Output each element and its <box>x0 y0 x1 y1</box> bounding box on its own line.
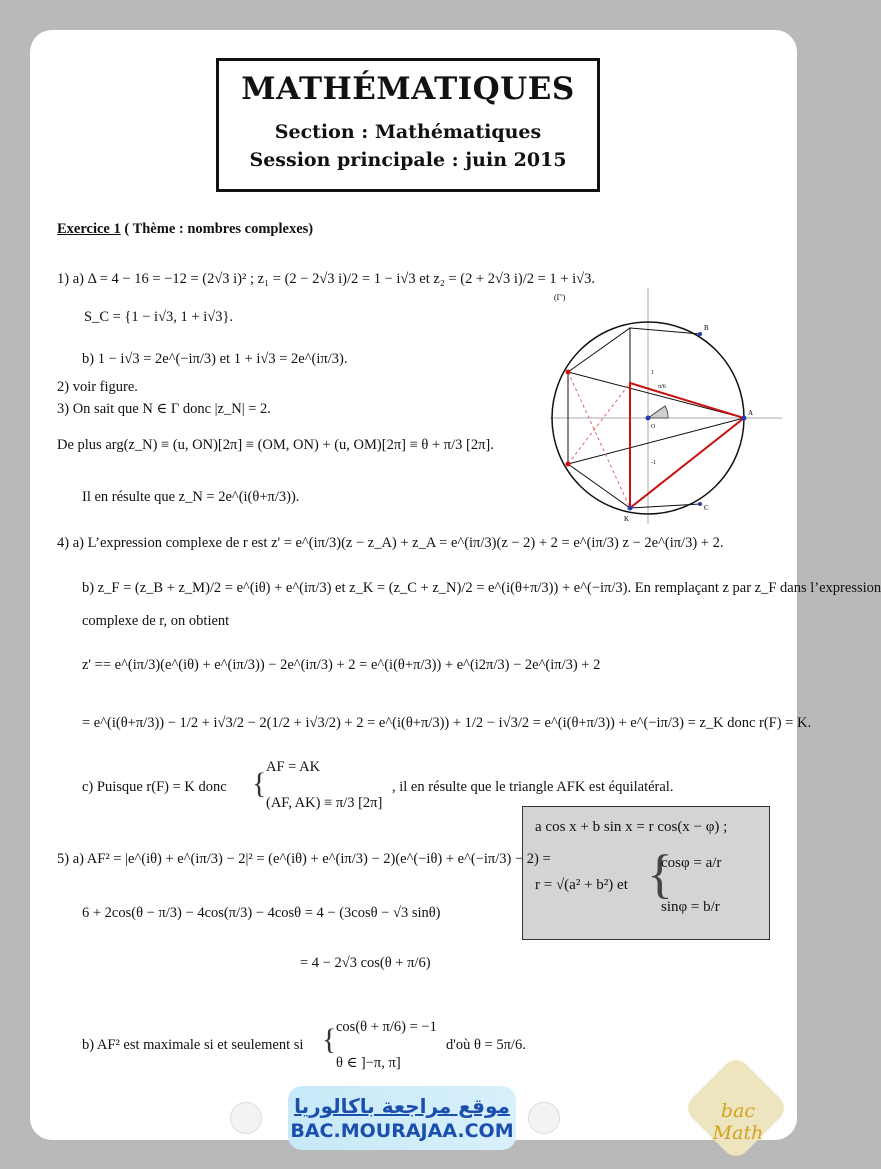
q5b-conclusion: d'où θ = 5π/6. <box>446 1037 526 1053</box>
site-logo-right <box>528 1102 560 1134</box>
label-o: O <box>651 424 656 430</box>
section-label: Section : Mathématiques <box>274 121 542 143</box>
formula-brace: { <box>647 844 673 904</box>
line-q4b-4: = e^(i(θ+π/3)) − 1/2 + i√3/2 − 2(1/2 + i√3/2) + 2 = e^(i(θ+π/3)) + 1/2 − i√3/2 = e^(i(θ+π/3)) + e^(−iπ/3) = z_K donc r(F) = K. <box>82 715 812 731</box>
line-q5a-2: 6 + 2cos(θ − π/3) − 4cos(π/3) − 4cosθ = 4 − (3cosθ − √3 sinθ) <box>82 905 441 921</box>
formula-line-2: r = √(a² + b²) et <box>535 877 628 893</box>
line-q3: 3) On sait que N ∈ Γ donc |z_N| = 2. <box>57 401 271 417</box>
tick-positive: 1 <box>651 370 654 376</box>
q4c-system-1: AF = AK <box>266 759 321 775</box>
line-q3-arg: De plus arg(z_N) ≡ (u, ON)[2π] ≡ (OM, ON) + (u, OM)[2π] ≡ θ + π/3 [2π]. <box>57 437 494 453</box>
line-q5b-prefix: b) AF² est maximale si et seulement si <box>82 1037 304 1053</box>
complex-plane-figure <box>550 288 782 524</box>
point-o <box>646 416 651 421</box>
line-q1b: b) 1 − i√3 = 2e^(−iπ/3) et 1 + i√3 = 2e^(iπ/3). <box>82 351 348 367</box>
exercise-heading <box>57 220 313 238</box>
site-logo-left <box>230 1102 262 1134</box>
line-q4b-3: z' == e^(iπ/3)(e^(iθ) + e^(iπ/3)) − 2e^(iπ/3) + 2 = e^(i(θ+π/3)) + e^(i2π/3) − 2e^(iπ/3) + 2 <box>82 657 601 673</box>
line-q4a: 4) a) L’expression complexe de r est z' = e^(iπ/3)(z − z_A) + z_A = e^(iπ/3)(z − 2) + 2 = e^(iπ/3) z − 2e^(iπ/3) + 2. <box>57 535 724 551</box>
line-q2: 2) voir figure. <box>57 379 138 395</box>
angle-label: π/6 <box>658 384 666 390</box>
angle-sector <box>648 406 668 418</box>
exercise-label: Exercice 1 <box>57 221 121 237</box>
tick-negative: -1 <box>651 460 656 466</box>
label-a: A <box>748 409 754 417</box>
label-c: C <box>704 504 709 512</box>
dashed-2 <box>568 383 630 464</box>
label-b: B <box>704 324 709 332</box>
point-c <box>698 502 702 506</box>
line-q5a: 5) a) AF² = |e^(iθ) + e^(iπ/3) − 2|² = (e^(iθ) + e^(iπ/3) − 2)(e^(−iθ) + e^(−iπ/3) − 2) = <box>57 851 551 867</box>
formula-line-4: sinφ = b/r <box>661 899 720 915</box>
footer-banner[interactable] <box>288 1086 516 1150</box>
header-box <box>216 58 600 192</box>
formula-box <box>522 806 770 940</box>
q5b-system-1: cos(θ + π/6) = −1 <box>336 1019 437 1035</box>
point-a <box>742 416 747 421</box>
footer-site-link[interactable]: BAC.MOURAJAA.COM <box>290 1120 514 1142</box>
dashed-1 <box>568 372 630 508</box>
line-q4b: b) z_F = (z_B + z_M)/2 = e^(iθ) + e^(iπ/3) et z_K = (z_C + z_N)/2 = e^(i(θ+π/3)) + e^(−iπ/3). En remplaçant z par z_F dans l’expression <box>82 580 881 596</box>
brace-q4c: { <box>252 767 267 800</box>
q4c-system-2: (AF, AK) ≡ π/3 [2π] <box>266 795 383 811</box>
line-q4b-2: complexe de r, on obtient <box>82 613 230 629</box>
document-page <box>30 30 881 1144</box>
segment-d <box>630 504 700 508</box>
bacmath-badge-text: bac Math <box>712 1100 764 1144</box>
q4c-conclusion: , il en résulte que le triangle AFK est équilatéral. <box>392 779 674 795</box>
q5b-system-2: θ ∈ ]−π, π] <box>336 1055 401 1071</box>
point-left-bottom <box>566 462 571 467</box>
exercise-theme: ( Thème : nombres complexes) <box>124 221 314 237</box>
formula-line-3: cosφ = a/r <box>661 855 722 871</box>
brace-q5b: { <box>322 1023 337 1056</box>
q4c-prefix: c) Puisque r(F) = K donc <box>82 779 227 795</box>
session-label: Session principale : juin 2015 <box>249 149 567 171</box>
footer-arabic: موقع مراجعة باكالوريا <box>294 1094 510 1118</box>
line-q1a-set: S_C = {1 − i√3, 1 + i√3}. <box>84 309 234 325</box>
segment-a <box>568 372 744 418</box>
point-left-top <box>566 370 571 375</box>
label-k: K <box>624 515 630 523</box>
point-k <box>628 506 633 511</box>
line-q1a: 1) a) Δ = 4 − 16 = −12 = (2√3 i)² ; z₁ = (2 − 2√3 i)/2 = 1 − i√3 et z₂ = (2 + 2√3 i)/2 = 1 + i√3. <box>57 271 595 287</box>
line-q5a-3: = 4 − 2√3 cos(θ + π/6) <box>300 955 431 971</box>
line-q4c <box>82 778 227 796</box>
line-q3-result: Il en résulte que z_N = 2e^(i(θ+π/3)). <box>82 489 300 505</box>
triangle-afk <box>630 383 744 508</box>
segment-b <box>568 418 744 464</box>
page-title: MATHÉMATIQUES <box>241 71 575 107</box>
gamma-label: (Γ') <box>554 293 566 302</box>
point-b <box>698 332 702 336</box>
formula-line-1: a cos x + b sin x = r cos(x − φ) ; <box>535 819 728 835</box>
